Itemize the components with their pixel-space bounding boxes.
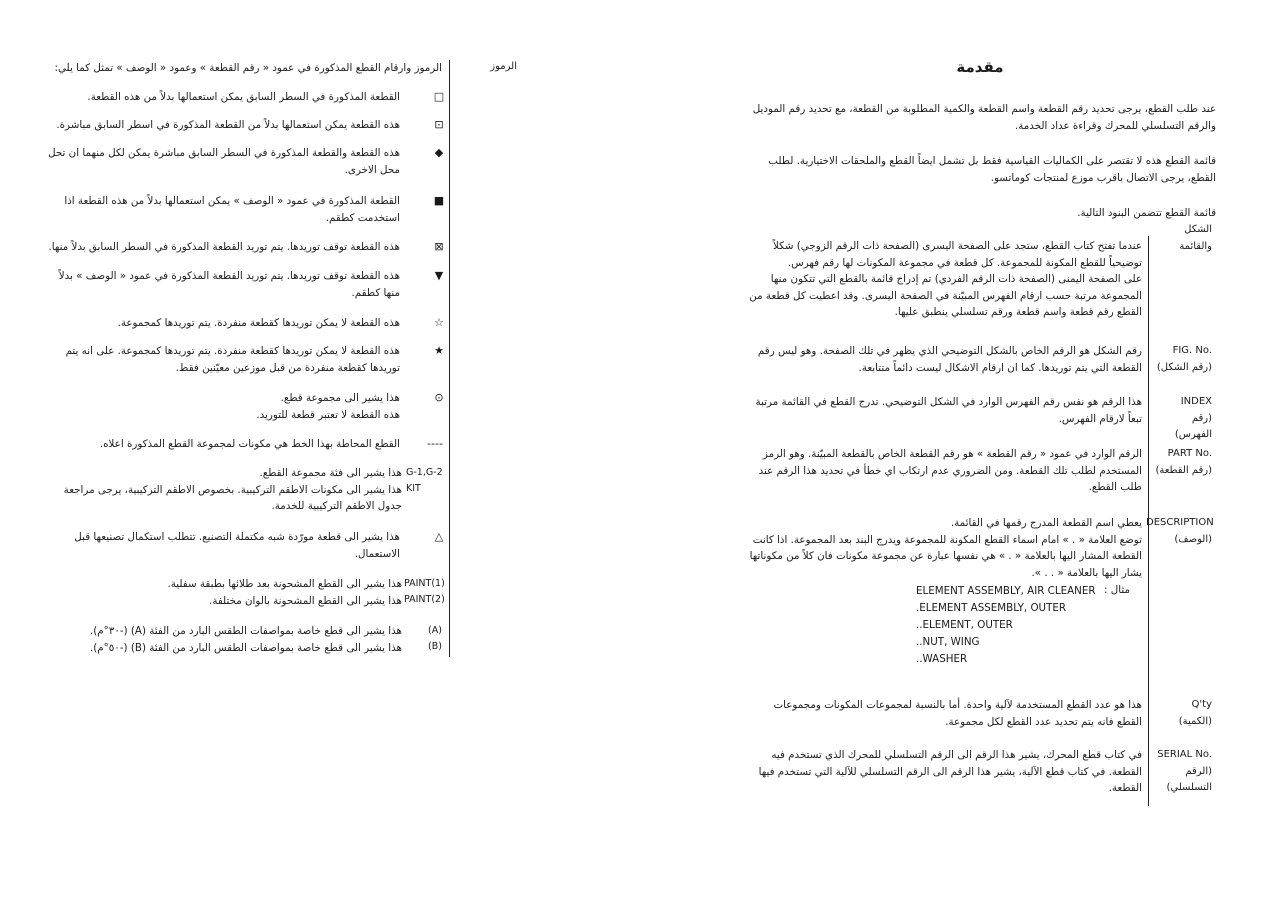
example-line: ..NUT, WING bbox=[916, 636, 980, 648]
symbols-header-text: الرموز وارقام القطع المذكورة في عمود « رقم القطعة » وعمود « الوصف » تمثل كما يلي: bbox=[54, 62, 442, 74]
symbol-description: القطع المحاطة بهذا الخط هي مكونات لمجموعة القطع المذكورة اعلاه. bbox=[99, 438, 400, 450]
symbol-description: هذا يشير الى القطع المشحونة بعد طلائها بطبقة سفلية. هذا يشير الى القطع المشحونة بالوان مختلفة. bbox=[167, 578, 402, 607]
empty-square-icon: □ bbox=[433, 90, 445, 103]
symbols-page bbox=[0, 0, 640, 909]
symbol-description: هذه القطعة يمكن استعمالها بدلاً من القطعة المذكورة في اسطر السابق مباشرة. bbox=[56, 119, 400, 131]
example-line: ..WASHER bbox=[916, 653, 968, 665]
item-label-ar: (الكمية) bbox=[1178, 715, 1212, 727]
down-triangle-icon: ▼ bbox=[434, 269, 444, 282]
symbols-header-label: الرموز bbox=[490, 61, 517, 72]
item-label-ar: الشكل والقائمة bbox=[1179, 224, 1212, 252]
intro-paragraph: قائمة القطع هذه لا تقتصر على الكماليات القياسية فقط بل تشمل ايضاً القطع والملحقات الاختيارية. لطلب القطع، يرجى الاتصال باقرب موزع لمنتجات كوماتسو. bbox=[768, 155, 1216, 184]
item-label-en: SERIAL No. bbox=[1157, 749, 1212, 760]
symbol-description: هذا يشير الى فئة مجموعة القطع. هذا يشير الى مكونات الاطقم التركيبية. بخصوص الاطقم التركيبية، يرجى مراجعة جدول الاطقم التركيبية للخدمة. bbox=[63, 467, 402, 512]
open-triangle-icon: △ bbox=[434, 530, 444, 543]
example-list bbox=[916, 583, 1096, 668]
item-description: عندما تفتح كتاب القطع، ستجد على الصفحة اليسرى (الصفحة ذات الرقم الزوجي) شكلاً توضيحياً للقطع المكونة للمجموعة. كل قطعة في مجموعة المكونات لها رقم فهرس. على الصفحة اليمنى (الصفحة ذات الرقم الفردي) تم إدراج قائمة بالقطع التي تتكون منها المجموعة مرتبة حسب ارقام الفهرس المبيّنة في الصفحة اليسرى. وقد اعطيت كل قطعة من القطع رقم قطعة واسم قطعة ورقم تسلسلي ينطبق عليها. bbox=[749, 240, 1142, 318]
item-label-en: DESCRIPTION bbox=[1146, 517, 1214, 528]
crossed-square-icon: ⊠ bbox=[434, 240, 444, 253]
kit-group-code: G-1,G-2 KIT bbox=[406, 467, 443, 494]
item-label bbox=[1152, 224, 1212, 255]
symbol-description: هذه القطعة والقطعة المذكورة في السطر السابق مباشرة يمكن لكل منهما ان تحل محل الاخرى. bbox=[48, 147, 400, 176]
item-label bbox=[1146, 515, 1212, 548]
symbol-description: القطعة المذكورة في السطر السابق يمكن استعمالها بدلاً من هذه القطعة. bbox=[87, 91, 400, 103]
climate-class-code: (A) (B) bbox=[428, 625, 442, 652]
symbol-description: هذه القطعة توقف توريدها. يتم توريد القطعة المذكورة في السطر السابق بدلاً منها. bbox=[48, 241, 400, 253]
example-label: مثال : bbox=[1104, 584, 1130, 596]
item-label-ar: (الرقم التسلسلي) bbox=[1166, 765, 1212, 793]
item-label bbox=[1152, 343, 1212, 376]
item-description: رقم الشكل هو الرقم الخاص بالشكل التوضيحي الذي يظهر في تلك الصفحة. وهو ليس رقم القطعة التي يتم توريدها. كما ان ارقام الاشكال ليست دائماً متتابعة. bbox=[757, 345, 1142, 374]
star-filled-icon: ★ bbox=[434, 344, 444, 357]
example-line: ELEMENT ASSEMBLY, AIR CLEANER bbox=[916, 585, 1096, 597]
symbol-description: القطعة المذكورة في عمود « الوصف » يمكن استعمالها بدلاً من هذه القطعة اذا استخدمت كطقم. bbox=[64, 195, 400, 224]
symbol-description: هذا يشير الى قطع خاصة بمواصفات الطقس البارد من الفئة (A) (-٣٠°م). هذا يشير الى قطع خاصة بمواصفات الطقس البارد من الفئة (B) (-٥٠°م). bbox=[89, 625, 402, 654]
symbol-description: هذا يشير الى مجموعة قطع. هذه القطعة لا تعتبر قطعة للتوريد. bbox=[256, 392, 400, 421]
symbol-description: هذه القطعة لا يمكن توريدها كقطعة منفردة. يتم توريدها كمجموعة. bbox=[117, 317, 400, 329]
intro-paragraph: قائمة القطع تتضمن البنود التالية. bbox=[1077, 207, 1216, 219]
item-description: هذا هو عدد القطع المستخدمة لآلية واحدة. أما بالنسبة لمجموعات المكونات ومجموعات القطع فانه يتم تحديد عدد القطع لكل مجموعة. bbox=[773, 699, 1142, 728]
symbol-description: هذه القطعة لا يمكن توريدها كقطعة منفردة. يتم توريدها كمجموعة. على انه يتم توريدها كقطعة منفردة من قبل موزعين معيّنين فقط. bbox=[65, 345, 400, 374]
item-label-ar: (الوصف) bbox=[1174, 533, 1212, 545]
circled-dot-icon: ⊙ bbox=[434, 391, 444, 404]
item-label bbox=[1152, 697, 1212, 730]
item-label-en: INDEX bbox=[1180, 396, 1212, 407]
item-label-ar: (رقم الفهرس) bbox=[1174, 412, 1212, 440]
filled-square-icon: ■ bbox=[433, 194, 445, 207]
intro-paragraph: عند طلب القطع، يرجى تحديد رقم القطعة واسم القطعة والكمية المطلوبة من القطعة، مع تحديد رقم الموديل والرقم التسلسلي للمحرك وقراءة عداد الخدمة. bbox=[752, 103, 1216, 132]
symbol-description: هذه القطعة توقف توريدها. يتم توريد القطعة المذكورة في عمود « الوصف » بدلاً منها كطقم. bbox=[58, 270, 400, 299]
item-label-ar: (رقم الشكل) bbox=[1156, 361, 1212, 373]
example-line: .ELEMENT ASSEMBLY, OUTER bbox=[916, 602, 1067, 614]
item-description: الرقم الوارد في عمود « رقم القطعة » هو رقم القطعة الخاص بالقطعة المبيّنة. وهو الرمز المستخدم لطلب تلك القطعة. ومن الضروري عدم ارتكاب اي خطأ في تحديد هذا الرقم عند طلب القطع. bbox=[758, 448, 1142, 493]
dashed-line-icon: ---- bbox=[427, 437, 443, 450]
star-outline-icon: ☆ bbox=[434, 316, 444, 329]
item-label bbox=[1146, 747, 1212, 797]
item-label-ar: (رقم القطعة) bbox=[1155, 464, 1212, 476]
symbol-description: هذا يشير الى قطعة مورّدة شبه مكتملة التصنيع. تتطلب استكمال تصنيعها قبل الاستعمال. bbox=[74, 531, 400, 560]
page-title: مقدمة bbox=[956, 58, 1004, 76]
dotted-square-icon: ⊡ bbox=[434, 118, 444, 131]
item-description: يعطي اسم القطعة المدرج رقمها في القائمة. توضع العلامة « . » امام اسماء القطع المكونة للمجموعة ويدرج البند بعد المجموعة. اذا كانت القطعة المشار اليها بالعلامة « . » هي نفسها عبارة عن مجموعة مكونات فان كلاً من مكوناتها يشار اليها بالعلامة « . . ». bbox=[749, 517, 1142, 579]
item-label-en: PART No. bbox=[1167, 448, 1212, 459]
example-line: ..ELEMENT, OUTER bbox=[916, 619, 1013, 631]
diamond-icon: ◆ bbox=[434, 146, 444, 159]
item-label-en: Q'ty bbox=[1191, 699, 1212, 710]
introduction-page bbox=[640, 0, 1286, 909]
item-label-en: FIG. No. bbox=[1172, 345, 1212, 356]
item-label bbox=[1152, 394, 1212, 444]
item-label bbox=[1152, 446, 1212, 479]
item-description: هذا الرقم هو نفس رقم الفهرس الوارد في الشكل التوضيحي. تدرج القطع في القائمة مرتبة تبعاً لارقام الفهرس. bbox=[755, 396, 1142, 425]
item-description: في كتاب قطع المحرك، يشير هذا الرقم الى الرقم التسلسلي للمحرك الذي تستخدم فيه القطعة. في كتاب قطع الآلية، يشير هذا الرقم الى الرقم التسلسلي للآلية التي تستخدم فيها القطعة. bbox=[758, 749, 1142, 794]
paint-code: PAINT(1) PAINT(2) bbox=[404, 578, 445, 605]
